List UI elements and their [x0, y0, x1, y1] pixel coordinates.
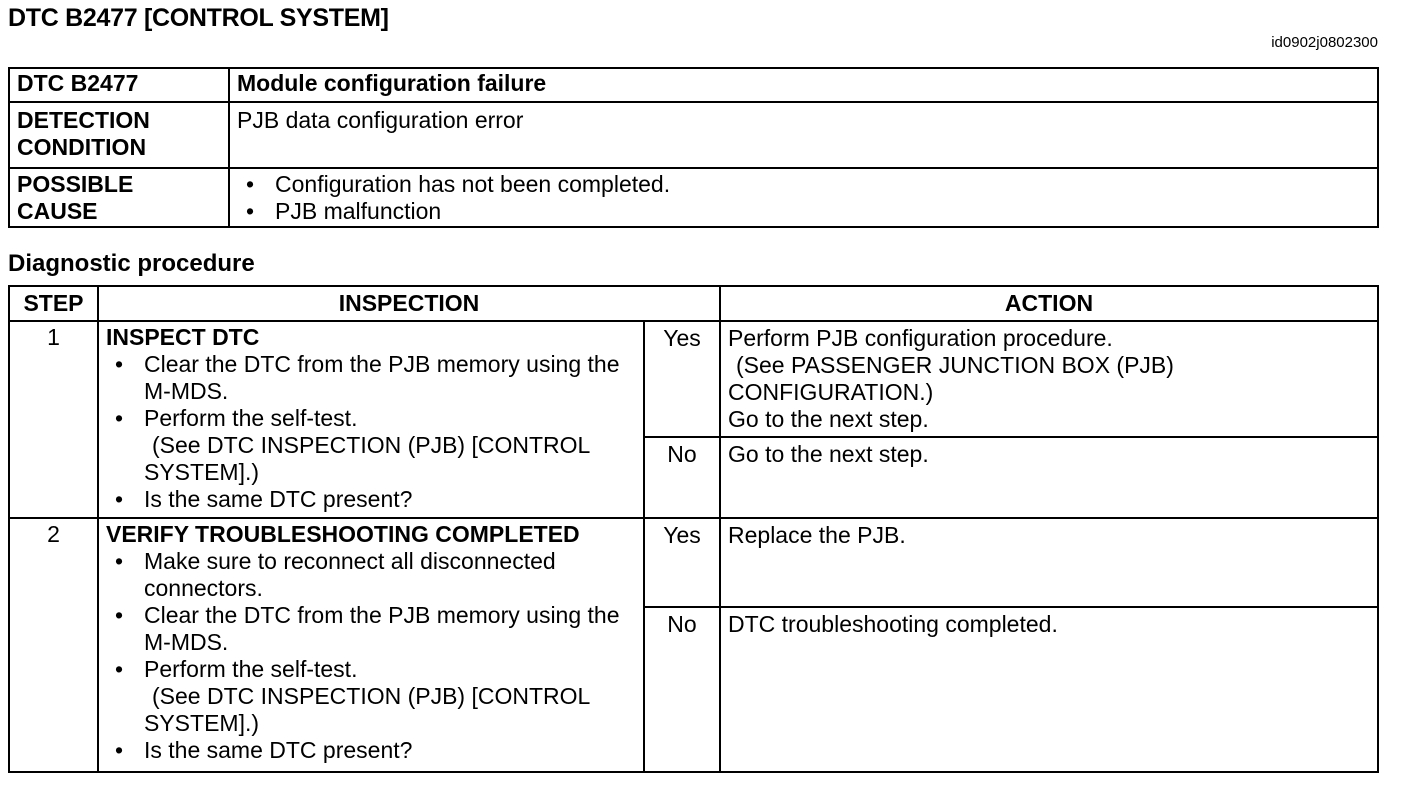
yes-label: Yes — [644, 518, 720, 607]
yes-action-reference: (See PASSENGER JUNCTION BOX (PJB) — [736, 352, 1174, 378]
detection-row — [9, 102, 1378, 168]
detection-condition: PJB data configuration error — [229, 102, 1378, 168]
column-header-inspection: INSPECTION — [98, 286, 720, 321]
inspection-item — [106, 405, 637, 486]
no-action: Go to the next step. — [720, 437, 1378, 518]
step-number: 1 — [9, 321, 98, 518]
diagnostic-procedure-table — [8, 285, 1379, 773]
inspection-item: • Is the same DTC present? — [106, 737, 637, 764]
cause-label-line-2: CAUSE — [17, 198, 98, 224]
possible-causes — [229, 168, 1378, 227]
yes-action: Replace the PJB. — [720, 518, 1378, 607]
yes-label: Yes — [644, 321, 720, 437]
inspection-list — [106, 351, 637, 513]
page-title: DTC B2477 [CONTROL SYSTEM] — [8, 4, 389, 32]
dtc-info-table — [8, 67, 1379, 228]
inspection-reference: (See DTC INSPECTION (PJB) [CONTROL SYSTEM].) — [144, 432, 590, 485]
inspection-item: • Is the same DTC present? — [106, 486, 637, 513]
header-row — [9, 286, 1378, 321]
cause-item: • Configuration has not been completed. — [237, 171, 1370, 198]
column-header-action: ACTION — [720, 286, 1378, 321]
step-inspection — [98, 321, 644, 518]
inspection-item — [106, 656, 637, 737]
dtc-label: DTC B2477 — [9, 68, 229, 102]
step-title: INSPECT DTC — [106, 324, 260, 350]
column-header-step: STEP — [9, 286, 98, 321]
document-id: id0902j0802300 — [1271, 34, 1378, 51]
step-inspection — [98, 518, 644, 772]
yes-action — [720, 321, 1378, 437]
inspection-item: • Clear the DTC from the PJB memory using the M-MDS. — [106, 602, 637, 656]
inspection-list — [106, 548, 637, 764]
cause-label-line-1: POSSIBLE — [17, 171, 134, 197]
step-row — [9, 518, 1378, 607]
cause-list — [237, 171, 1370, 225]
step-title: VERIFY TROUBLESHOOTING COMPLETED — [106, 521, 580, 547]
section-heading: Diagnostic procedure — [8, 250, 255, 277]
yes-action-line: Go to the next step. — [728, 406, 929, 432]
no-action: DTC troubleshooting completed. — [720, 607, 1378, 772]
step-row — [9, 321, 1378, 437]
dtc-row — [9, 68, 1378, 102]
inspection-item-text: Perform the self-test. — [144, 656, 358, 682]
inspection-item: • Make sure to reconnect all disconnected connectors. — [106, 548, 637, 602]
no-label: No — [644, 607, 720, 772]
cause-label — [9, 168, 229, 227]
dtc-description: Module configuration failure — [229, 68, 1378, 102]
no-label: No — [644, 437, 720, 518]
detection-label-line-2: CONDITION — [17, 134, 147, 160]
yes-action-reference-cont: CONFIGURATION.) — [728, 379, 934, 405]
step-number: 2 — [9, 518, 98, 772]
possible-cause-row — [9, 168, 1378, 227]
cause-item: • PJB malfunction — [237, 198, 1370, 225]
inspection-item-text: Perform the self-test. — [144, 405, 358, 431]
detection-label-line-1: DETECTION — [17, 107, 150, 133]
yes-action-line: Perform PJB configuration procedure. — [728, 325, 1113, 351]
detection-label — [9, 102, 229, 168]
inspection-item: • Clear the DTC from the PJB memory using the M-MDS. — [106, 351, 637, 405]
inspection-reference: (See DTC INSPECTION (PJB) [CONTROL SYSTEM].) — [144, 683, 590, 736]
